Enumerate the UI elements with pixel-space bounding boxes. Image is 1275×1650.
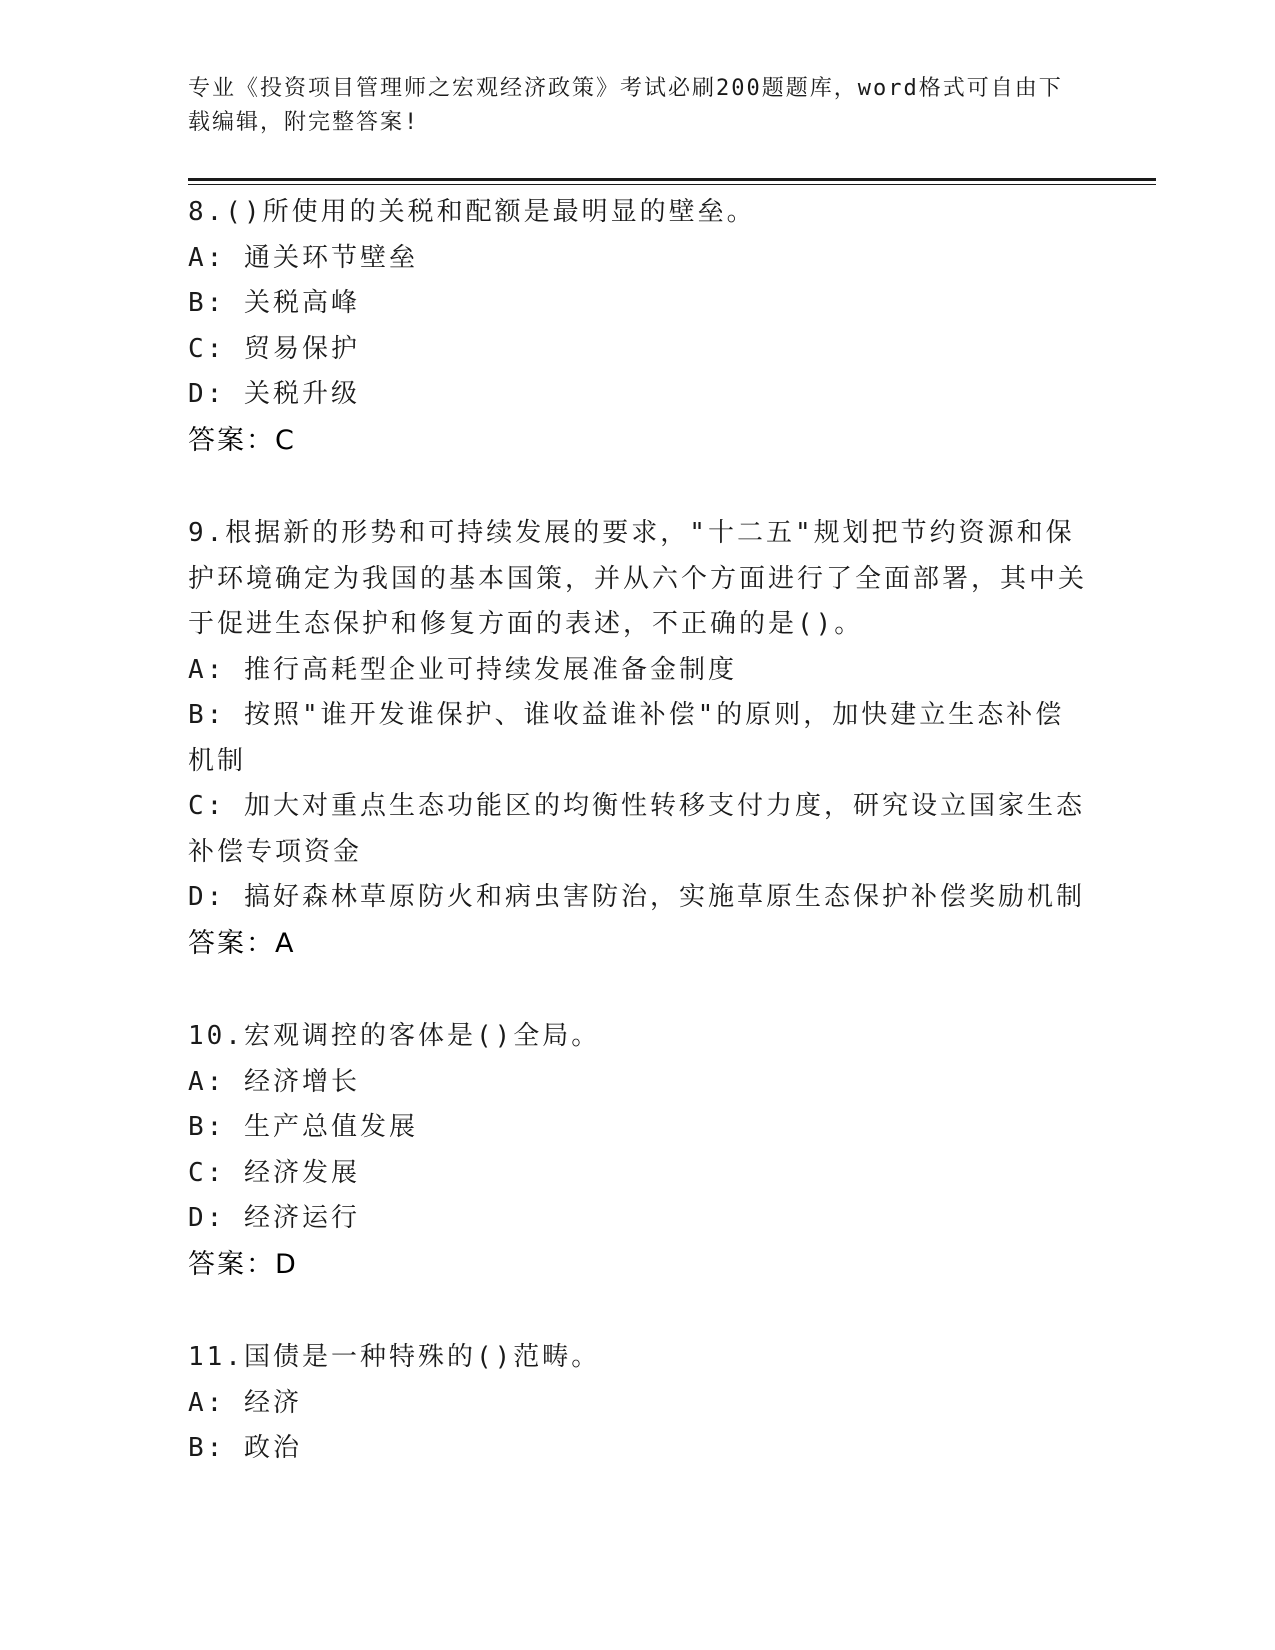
option-c: C: 加大对重点生态功能区的均衡性转移支付力度，研究设立国家生态补偿专项资金: [188, 791, 1085, 867]
option-b: B: 政治: [188, 1433, 302, 1463]
question-8: [188, 190, 1088, 463]
option-b: B: 关税高峰: [188, 288, 360, 318]
answer-text: 答案：C: [188, 424, 296, 456]
option-d: D: 搞好森林草原防火和病虫害防治，实施草原生态保护补偿奖励机制: [188, 882, 1085, 912]
option-d: D: 经济运行: [188, 1203, 360, 1233]
answer-text: 答案：D: [188, 1248, 298, 1280]
option-d: D: 关税升级: [188, 379, 360, 409]
answer-text: 答案：A: [188, 927, 296, 959]
option-b: B: 按照"谁开发谁保护、谁收益谁补偿"的原则，加快建立生态补偿机制: [188, 700, 1065, 776]
option-a: A: 通关环节壁垒: [188, 242, 418, 273]
option-a: A: 推行高耗型企业可持续发展准备金制度: [188, 654, 737, 685]
option-b: B: 生产总值发展: [188, 1112, 418, 1142]
question-stem: 10.宏观调控的客体是()全局。: [188, 1021, 601, 1051]
option-c: C: 贸易保护: [188, 333, 360, 364]
option-a: A: 经济增长: [188, 1066, 360, 1097]
header-divider-thick: [188, 178, 1156, 181]
option-a: A: 经济: [188, 1387, 302, 1418]
question-list: [188, 190, 1088, 1520]
question-stem: 9.根据新的形势和可持续发展的要求，"十二五"规划把节约资源和保护环境确定为我国的基本国策，并从六个方面进行了全面部署，其中关于促进生态保护和修复方面的表述，不正确的是()。: [188, 518, 1088, 639]
header-divider-thin: [188, 184, 1156, 185]
question-9: [188, 511, 1088, 966]
document-intro: 专业《投资项目管理师之宏观经济政策》考试必刷200题题库，word格式可自由下载编辑，附完整答案!: [188, 76, 1063, 135]
question-10: [188, 1014, 1088, 1287]
question-11: [188, 1335, 1088, 1472]
question-stem: 8.()所使用的关税和配额是最明显的壁垒。: [188, 197, 756, 227]
option-c: C: 经济发展: [188, 1157, 360, 1188]
question-stem: 11.国债是一种特殊的()范畴。: [188, 1342, 601, 1372]
